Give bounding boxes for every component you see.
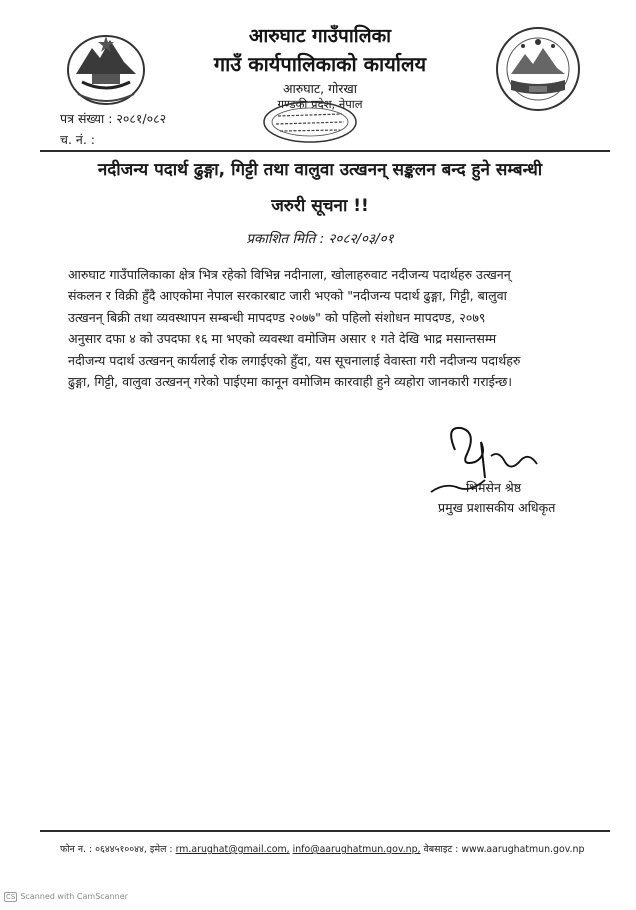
header-divider bbox=[40, 150, 610, 152]
office-stamp bbox=[262, 100, 358, 144]
body-line: नदीजन्य पदार्थ उत्खनन् कार्यलाई रोक लगाईएको हुँदा, यस सूचनालाई वेवास्ता गरी नदीजन्य पदार्थहरु bbox=[68, 352, 521, 368]
signatory-designation: प्रमुख प्रशासकीय अधिकृत bbox=[438, 500, 556, 515]
letter-number: पत्र संख्या : २०८१/०८२ bbox=[60, 111, 167, 126]
body-line: आरुघाट गाउँपालिकाका क्षेत्र भित्र रहेको विभिन्न नदीनाला, खोलाहरुवाट नदीजन्य पदार्थहरु उत्खनन् bbox=[68, 267, 511, 282]
address-line1: आरुघाट, गोरखा bbox=[283, 81, 357, 96]
camscanner-icon: CS bbox=[6, 893, 16, 901]
footer-contacts bbox=[60, 842, 584, 855]
scanner-watermark-text: Scanned with CamScanner bbox=[20, 892, 128, 901]
signatory-name: भिमसेन श्रेष्ठ bbox=[466, 480, 522, 495]
body-line: अनुसार दफा ४ को उपदफा १६ मा भएको व्यवस्था वमोजिम असार १ गते देखि भाद्र मसान्तसम्म bbox=[68, 331, 497, 347]
footer-email-info[interactable]: info@aarughatmun.gov.np, bbox=[292, 844, 421, 855]
nepal-emblem-logo bbox=[62, 22, 150, 110]
footer-phone: फोन न. : ०६४४५१००४४, bbox=[60, 844, 147, 855]
municipality-name: आरुघाट गाउँपालिका bbox=[248, 25, 392, 47]
notice-title: नदीजन्य पदार्थ ढुङ्गा, गिट्टी तथा वालुवा उत्खनन् सङ्कलन बन्द हुने सम्बन्धी bbox=[97, 160, 543, 180]
notice-title-subline: जरुरी सूचना !! bbox=[271, 196, 369, 216]
office-name: गाउँ कार्यपालिकाको कार्यालय bbox=[213, 52, 427, 76]
body-line: ढुङ्गा, गिट्टी, वालुवा उत्खनन् गरेको पाईएमा कानून वमोजिम कारवाही हुने व्यहोरा जानकारी गराईन्छ। bbox=[68, 374, 513, 390]
municipality-seal-logo bbox=[493, 24, 583, 114]
published-date: प्रकाशित मिति : २०८२/०३/०१ bbox=[246, 231, 394, 247]
notice-body bbox=[68, 264, 578, 392]
scanner-watermark bbox=[4, 892, 128, 902]
footer-website[interactable]: www.aarughatmun.gov.np bbox=[461, 844, 585, 855]
footer-email-label: इमेल : bbox=[149, 844, 173, 855]
body-line: उत्खनन् बिक्री तथा व्यवस्थापन सम्बन्धी मापदण्ड २०७७" को पहिलो संशोधन मापदण्ड, २०७९ bbox=[68, 309, 486, 325]
footer-web-label: वेबसाइट : bbox=[423, 844, 459, 855]
footer-divider bbox=[40, 830, 610, 832]
address-line2: गण्डकी प्रदेश, नेपाल bbox=[277, 97, 363, 111]
dispatch-number: च. नं. : bbox=[60, 132, 95, 147]
footer-email-primary[interactable]: rm.arughat@gmail.com, bbox=[175, 844, 290, 855]
body-line: संकलन र विक्री हुँदै आएकोमा नेपाल सरकारबाट जारी भएको "नदीजन्य पदार्थ ढुङ्गा, गिट्टी, बालुवा bbox=[68, 288, 507, 304]
